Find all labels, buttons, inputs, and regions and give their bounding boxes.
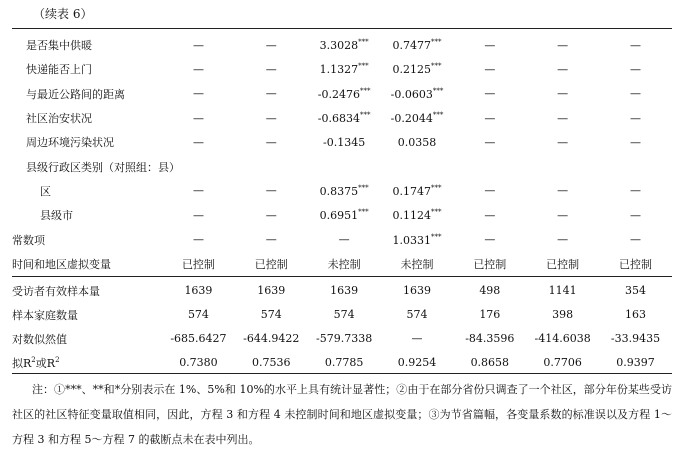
- table-cell: [235, 130, 308, 154]
- row-label: 县级市: [40, 209, 73, 223]
- table-cell: [381, 227, 454, 251]
- significance-stars: ***: [358, 38, 369, 47]
- table-row: [12, 203, 672, 227]
- significance-stars: ***: [430, 38, 442, 47]
- significance-stars: ***: [430, 232, 442, 241]
- table-cell: [308, 227, 381, 251]
- table-row: [12, 327, 672, 351]
- cell-value: 1.1327: [319, 63, 359, 77]
- significance-stars: ***: [358, 183, 369, 192]
- table-caption: （续表 6）: [33, 7, 93, 21]
- table-cell: [381, 106, 454, 130]
- cell-value: —: [630, 233, 642, 247]
- cell-value: —: [265, 135, 277, 149]
- cell-value: —: [484, 233, 496, 247]
- table-cell: [453, 57, 526, 81]
- table-cell: [526, 203, 599, 227]
- table-cell: [162, 203, 235, 227]
- table-cell: 498: [479, 284, 501, 298]
- cell-value: —: [630, 111, 642, 125]
- cell-value: —: [265, 233, 277, 247]
- significance-stars: ***: [432, 111, 444, 120]
- cell-value: 1.0331: [392, 233, 431, 247]
- table-row: [12, 106, 672, 130]
- results-table: [12, 33, 672, 375]
- table-cell: [162, 179, 235, 203]
- row-label: 受访者有效样本量: [12, 284, 100, 298]
- row-label: 区: [40, 184, 51, 198]
- table-cell: [235, 57, 308, 81]
- table-cell: [526, 106, 599, 130]
- table-cell: [526, 252, 599, 279]
- table-cell: [235, 252, 308, 279]
- table-cell: [162, 106, 235, 130]
- r2-superscript: 2: [31, 355, 36, 364]
- cell-value: 0.2125: [392, 63, 431, 77]
- row-label-r2: [12, 351, 162, 375]
- table-cell: -644.9422: [243, 332, 300, 346]
- cell-value: —: [557, 233, 569, 247]
- table-row: [12, 130, 672, 154]
- table-cell: [599, 106, 672, 130]
- table-cell: [599, 82, 672, 106]
- cell-value: —: [557, 111, 569, 125]
- cell-value: —: [265, 62, 277, 76]
- table-body-bottom: [12, 279, 672, 375]
- table-cell: [453, 227, 526, 251]
- cell-value: —: [484, 62, 496, 76]
- cell-value: —: [192, 233, 204, 247]
- table-cell: [453, 33, 526, 57]
- cell-value: -0.6834: [317, 112, 360, 126]
- table-cell: [381, 57, 454, 81]
- table-cell: [308, 57, 381, 81]
- cell-value: 已控制: [546, 257, 580, 271]
- table-cell: [235, 82, 308, 106]
- table-cell: [599, 179, 672, 203]
- row-label: 与最近公路间的距离: [26, 87, 125, 101]
- cell-value: —: [192, 208, 204, 222]
- cell-value: 0.1124: [392, 209, 431, 223]
- table-cell: [162, 57, 235, 81]
- cell-value: —: [192, 38, 204, 52]
- table-cell: 1639: [402, 284, 431, 298]
- table-cell: -33.9435: [610, 332, 661, 346]
- cell-value: —: [484, 208, 496, 222]
- cell-value: —: [630, 208, 642, 222]
- cell-value: —: [338, 233, 350, 247]
- cell-value: -0.0603: [390, 87, 433, 101]
- table-row: [12, 227, 672, 251]
- cell-value: 0.6951: [319, 209, 359, 223]
- table-cell: —: [411, 332, 423, 346]
- table-cell: 574: [333, 308, 355, 322]
- table-row: [12, 82, 672, 106]
- table-cell: [308, 106, 381, 130]
- table-cell: 0.7536: [252, 356, 291, 370]
- table-cell: [453, 203, 526, 227]
- top-rule: [12, 28, 672, 29]
- table-cell: [235, 106, 308, 130]
- cell-value: 未控制: [400, 257, 434, 271]
- significance-stars: ***: [432, 86, 444, 95]
- cell-value: —: [192, 87, 204, 101]
- cell-value: —: [557, 135, 569, 149]
- table-row: [12, 33, 672, 57]
- table-cell: [162, 82, 235, 106]
- cell-value: —: [265, 208, 277, 222]
- table-cell: 163: [625, 308, 647, 322]
- table-cell: 354: [625, 284, 647, 298]
- r2-superscript: 2: [55, 355, 60, 364]
- table-cell: 574: [187, 308, 209, 322]
- table-cell: 0.8658: [470, 356, 510, 370]
- table-cell: 0.9397: [616, 356, 655, 370]
- table-cell: [599, 252, 672, 279]
- table-cell: [381, 33, 454, 57]
- row-label: 对数似然值: [12, 332, 67, 346]
- cell-value: —: [557, 62, 569, 76]
- table-cell: [526, 179, 599, 203]
- cell-value: -0.1345: [323, 135, 366, 149]
- footnote-text: 注：①***、**和*分别表示在 1%、5%和 10%的水平上具有统计显著性；②由于在部分省份只调查了一个社区，部分年份某些受访社区的社区特征变量取值相同，因此，方程 3 和方程 4 未控制时间和地区虚拟变量；③为节省篇幅，各变量系数的标准误以及方程 1～方程 3 和方程 5～方程 7 的截断点未在表中列出。: [12, 383, 672, 446]
- table-cell: [308, 203, 381, 227]
- table-cell: [526, 57, 599, 81]
- table-cell: [381, 252, 454, 279]
- cell-value: —: [265, 184, 277, 198]
- table-row: [12, 57, 672, 81]
- table-cell: [453, 154, 526, 178]
- row-label: 快递能否上门: [26, 63, 92, 77]
- table-cell: 0.7706: [543, 356, 582, 370]
- cell-value: —: [484, 135, 496, 149]
- table-cell: [308, 33, 381, 57]
- table-cell: [599, 227, 672, 251]
- table-cell: -579.7338: [316, 332, 373, 346]
- table-cell: 1639: [330, 284, 359, 298]
- cell-value: —: [484, 38, 496, 52]
- table-cell: 0.7380: [179, 356, 218, 370]
- table-cell: -685.6427: [170, 332, 227, 346]
- r2-label-prefix: 拟R: [12, 356, 32, 370]
- table-cell: [235, 33, 308, 57]
- cell-value: —: [192, 111, 204, 125]
- cell-value: —: [557, 184, 569, 198]
- cell-value: 已控制: [254, 257, 288, 271]
- row-label: 样本家庭数量: [12, 308, 78, 322]
- table-cell: [526, 33, 599, 57]
- table-cell: 398: [552, 308, 574, 322]
- cell-value: 已控制: [473, 257, 507, 271]
- table-cell: [235, 203, 308, 227]
- table-row: [12, 179, 672, 203]
- cell-value: —: [265, 111, 277, 125]
- cell-value: —: [484, 87, 496, 101]
- table-cell: [235, 179, 308, 203]
- cell-value: —: [192, 62, 204, 76]
- row-label: 时间和地区虚拟变量: [12, 257, 111, 271]
- table-cell: 574: [260, 308, 282, 322]
- table-cell: [526, 82, 599, 106]
- significance-stars: ***: [358, 208, 369, 217]
- cell-value: —: [630, 135, 642, 149]
- row-label: 是否集中供暖: [26, 39, 92, 53]
- table-cell: [599, 57, 672, 81]
- cell-value: —: [630, 62, 642, 76]
- table-cell: [599, 203, 672, 227]
- table-row: [12, 279, 672, 303]
- significance-stars: ***: [358, 62, 369, 71]
- r2-label-mid: 或R: [35, 356, 56, 370]
- table-row: [12, 154, 672, 178]
- cell-value: —: [484, 184, 496, 198]
- table-cell: [599, 130, 672, 154]
- table-cell: [308, 252, 381, 279]
- table-cell: [162, 33, 235, 57]
- significance-stars: ***: [430, 208, 442, 217]
- table-cell: 0.7785: [324, 356, 364, 370]
- cell-value: —: [192, 184, 204, 198]
- cell-value: —: [484, 111, 496, 125]
- table-body-top: [12, 33, 672, 279]
- table-cell: [381, 203, 454, 227]
- table-cell: [526, 130, 599, 154]
- significance-stars: ***: [430, 183, 442, 192]
- cell-value: —: [557, 208, 569, 222]
- cell-value: —: [265, 38, 277, 52]
- row-label: 周边环境污染状况: [26, 136, 114, 150]
- table-cell: [526, 154, 599, 178]
- cell-value: —: [192, 135, 204, 149]
- table-cell: 1141: [548, 284, 577, 298]
- table-cell: [599, 154, 672, 178]
- table-cell: [453, 82, 526, 106]
- table-cell: [308, 154, 381, 178]
- row-label: 县级行政区类别（对照组：县）: [26, 160, 180, 174]
- cell-value: —: [630, 184, 642, 198]
- table-cell: [381, 154, 454, 178]
- table-cell: [162, 227, 235, 251]
- table-cell: 1639: [257, 284, 286, 298]
- significance-stars: ***: [359, 86, 371, 95]
- table-row: [12, 252, 672, 279]
- cell-value: -0.2476: [317, 87, 360, 101]
- table-footnote: [12, 377, 672, 452]
- cell-value: —: [557, 87, 569, 101]
- table-cell: [599, 33, 672, 57]
- significance-stars: ***: [430, 62, 442, 71]
- table-cell: [162, 252, 235, 279]
- table-cell: [453, 130, 526, 154]
- table-row: [12, 303, 672, 327]
- table-cell: 176: [479, 308, 501, 322]
- table-cell: [453, 179, 526, 203]
- row-label: 社区治安状况: [26, 112, 92, 126]
- table-cell: [235, 227, 308, 251]
- table-cell: [381, 130, 454, 154]
- cell-value: —: [630, 87, 642, 101]
- table-cell: 0.9254: [397, 356, 437, 370]
- table-cell: [308, 130, 381, 154]
- table-cell: [381, 82, 454, 106]
- table-cell: [526, 227, 599, 251]
- row-label: 常数项: [12, 233, 45, 247]
- table-cell: 574: [406, 308, 428, 322]
- cell-value: -0.2044: [390, 112, 433, 126]
- table-cell: [308, 82, 381, 106]
- table-row: [12, 351, 672, 375]
- table-cell: [453, 106, 526, 130]
- cell-value: —: [265, 87, 277, 101]
- cell-value: 0.1747: [392, 184, 431, 198]
- cell-value: —: [630, 38, 642, 52]
- cell-value: —: [557, 38, 569, 52]
- table-cell: -84.3596: [465, 332, 515, 346]
- cell-value: 已控制: [619, 257, 653, 271]
- table-cell: -414.6038: [534, 332, 591, 346]
- cell-value: 已控制: [181, 257, 215, 271]
- table-cell: [381, 179, 454, 203]
- table-cell: [162, 130, 235, 154]
- cell-value: 0.8375: [319, 184, 359, 198]
- table-cell: [308, 179, 381, 203]
- significance-stars: ***: [359, 111, 371, 120]
- table-cell: [453, 252, 526, 279]
- table-cell: 1639: [184, 284, 213, 298]
- cell-value: 0.7477: [392, 39, 431, 53]
- table-cell: [235, 154, 308, 178]
- cell-value: 0.0358: [397, 135, 437, 149]
- cell-value: 3.3028: [319, 39, 359, 53]
- cell-value: 未控制: [327, 257, 361, 271]
